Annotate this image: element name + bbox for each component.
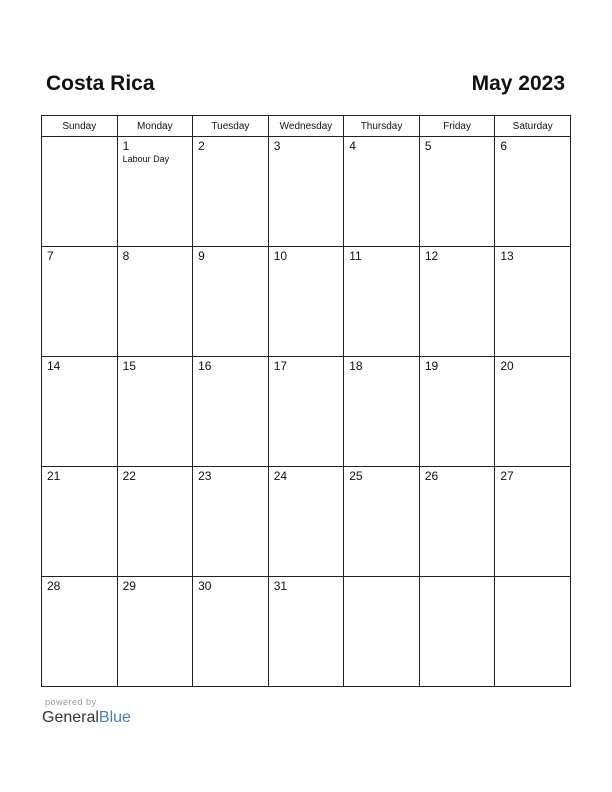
day-number: 22 [122, 469, 136, 483]
day-number: 3 [273, 139, 281, 153]
day-number [420, 577, 495, 580]
weekday-header: Friday [419, 116, 495, 137]
day-number: 17 [273, 359, 288, 373]
day-cell [268, 467, 344, 577]
powered-by-label: powered by [45, 697, 97, 707]
day-cell [344, 467, 420, 577]
day-number [344, 577, 419, 580]
day-cell [193, 357, 269, 467]
day-number [42, 137, 117, 140]
day-cell [495, 577, 571, 687]
day-number: 19 [424, 359, 439, 373]
day-number: 15 [122, 359, 136, 373]
day-cell [344, 357, 420, 467]
month-year-title: May 2023 [471, 72, 565, 95]
day-cell [193, 577, 269, 687]
day-cell [344, 577, 420, 687]
day-number: 2 [198, 139, 205, 153]
day-cell [42, 137, 118, 247]
weekday-header-row [42, 116, 571, 137]
week-row [42, 247, 571, 357]
day-cell [117, 577, 193, 687]
day-cell [344, 137, 420, 247]
day-number: 1 [122, 139, 130, 153]
day-cell [419, 467, 495, 577]
day-number: 16 [198, 359, 212, 373]
week-row [42, 137, 571, 247]
day-number: 23 [198, 469, 212, 483]
day-number: 25 [349, 469, 363, 483]
weekday-header: Thursday [344, 116, 420, 137]
day-cell [117, 357, 193, 467]
day-number: 10 [273, 249, 288, 263]
logo-text-blue: Blue [98, 709, 131, 726]
day-cell [193, 467, 269, 577]
week-row [42, 357, 571, 467]
day-number: 5 [424, 139, 432, 153]
day-number: 4 [349, 139, 356, 153]
day-cell [495, 137, 571, 247]
day-number: 31 [273, 579, 288, 593]
day-number: 29 [122, 579, 136, 593]
day-cell [344, 247, 420, 357]
day-number: 30 [198, 579, 212, 593]
day-cell [419, 247, 495, 357]
day-cell [419, 577, 495, 687]
day-cell [193, 137, 269, 247]
day-number: 27 [500, 469, 514, 483]
day-number: 18 [349, 359, 363, 373]
day-number: 21 [47, 469, 61, 483]
holiday-label: Labour Day [122, 154, 170, 164]
day-cell [42, 467, 118, 577]
week-row [42, 577, 571, 687]
day-cell [419, 357, 495, 467]
day-cell [268, 137, 344, 247]
day-cell [495, 357, 571, 467]
day-cell [42, 357, 118, 467]
day-cell [117, 247, 193, 357]
day-cell [495, 467, 571, 577]
day-cell [42, 247, 118, 357]
day-number: 13 [500, 249, 514, 263]
logo-text-general: General [42, 709, 99, 726]
day-cell [268, 247, 344, 357]
day-cell [495, 247, 571, 357]
day-cell [268, 357, 344, 467]
day-cell [268, 577, 344, 687]
day-number: 26 [424, 469, 439, 483]
country-title: Costa Rica [46, 72, 155, 95]
day-number: 14 [47, 359, 61, 373]
day-cell [42, 577, 118, 687]
weekday-header: Monday [117, 116, 193, 137]
day-cell [117, 467, 193, 577]
calendar-grid [41, 115, 571, 687]
day-cell [117, 137, 193, 247]
weekday-header: Tuesday [193, 116, 269, 137]
day-number: 7 [47, 249, 54, 263]
day-number: 24 [273, 469, 288, 483]
day-cell [419, 137, 495, 247]
day-number: 11 [349, 249, 362, 263]
week-row [42, 467, 571, 577]
day-number: 6 [500, 139, 508, 153]
day-number: 28 [47, 579, 61, 593]
generalblue-logo[interactable] [42, 709, 131, 727]
day-number: 12 [424, 249, 439, 263]
weekday-header: Saturday [495, 116, 571, 137]
day-number: 9 [198, 249, 205, 263]
day-number [495, 577, 570, 580]
day-cell [193, 247, 269, 357]
weekday-header: Sunday [42, 116, 118, 137]
day-number: 8 [122, 249, 130, 263]
weekday-header: Wednesday [268, 116, 344, 137]
day-number: 20 [500, 359, 514, 373]
